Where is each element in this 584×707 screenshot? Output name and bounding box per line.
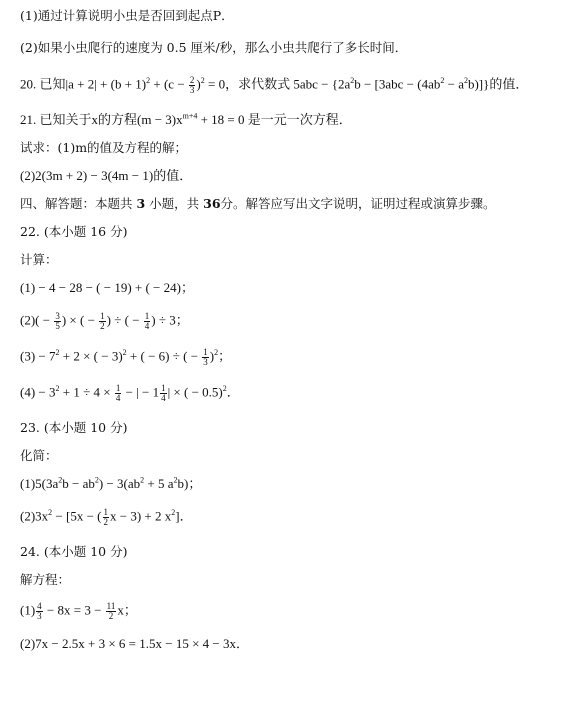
fraction-three-fifths: $\frac{3}{5}$ bbox=[55, 311, 60, 331]
fraction-two-thirds: $\frac{2}{3}$ bbox=[189, 75, 195, 95]
q24-heading: 24. (本小题 10 分) bbox=[20, 544, 128, 559]
fraction-one-quarter-b: $\frac{1}{4}$ bbox=[115, 383, 121, 403]
q19-part2: (2)如果小虫爬行的速度为 0.5 厘米/秒，那么小虫共爬行了多长时间． bbox=[20, 40, 408, 55]
section-four-heading: 四、解答题：本题共 3 小题，共 36分。解答应写出文字说明，证明过程或演算步骤。 bbox=[20, 196, 496, 211]
q22-heading: 22. (本小题 16 分) bbox=[20, 224, 128, 239]
q21-part2: (2)2(3m + 2) − 3(4m − 1)的值． bbox=[20, 168, 193, 183]
q23-part1: $(1)5(3a^2b - ab^2) - 3(ab^2 + 5$ $a^2b$)； bbox=[20, 475, 202, 491]
fraction-one-third: $\frac{1}{3}$ bbox=[203, 347, 208, 367]
fraction-one-half-b: $\frac{1}{2}$ bbox=[103, 507, 108, 527]
fraction-eleven-halves: $\frac{11}{2}$ bbox=[106, 601, 116, 621]
q19-part1: (1)通过计算说明小虫是否回到起点P． bbox=[20, 8, 234, 23]
q23-heading: 23. (本小题 10 分) bbox=[20, 420, 128, 435]
fraction-one-half: $\frac{1}{2}$ bbox=[100, 311, 105, 331]
q20: 20. 已知$|a + 2| + (b + 1)^2 + (c$ − $\frac{2}{3}$ )$^2$ = 0，求代数式 $5abc - \{2a^2b - [3abc - (4ab^2 - a^2b)]\}$的值． bbox=[20, 75, 529, 95]
q23-instruction: 化简： bbox=[20, 448, 58, 463]
q21-part1: 试求：(1)m的值及方程的解； bbox=[20, 140, 188, 155]
fraction-four-thirds: $\frac{4}{3}$ bbox=[37, 601, 42, 621]
q22-part3: $(3) - 7^2 + 2$ × ( − 3)$^2$ + ( − 6) ÷ ( − $\frac{1}{3}$ )$^2$； bbox=[20, 347, 232, 367]
q24-instruction: 解方程： bbox=[20, 572, 71, 587]
q24-part2: (2)7x − 2.5x + 3 × 6 = 1.5x − 15 × 4 − 3x． bbox=[20, 636, 249, 651]
q21: 21. 已知关于x的方程$(m - 3)x^{m+4} + 18 = 0$ 是一元一次方程． bbox=[20, 111, 352, 127]
q23-part2: $(2)3x^2 - [5x$ − ( $\frac{1}{2}$ x − 3) + 2 $x^2$]． bbox=[20, 507, 193, 527]
q22-part4: $(4) - 3^2 + 1 \div 4$ × $\frac{1}{4}$ − | − 1 $\frac{1}{4}$ | × ( − 0.5)$^2$． bbox=[20, 383, 240, 403]
fraction-one-quarter: $\frac{1}{4}$ bbox=[144, 311, 150, 331]
q22-part2: (2)( − $\frac{3}{5}$ ) × ( − $\frac{1}{2}$ ) ÷ ( − $\frac{1}{4}$ ) ÷ 3； bbox=[20, 311, 189, 331]
fraction-one-quarter-c: $\frac{1}{4}$ bbox=[161, 383, 166, 403]
q22-instruction: 计算： bbox=[20, 252, 58, 267]
q22-part1: (1) − 4 − 28 − ( − 19) + ( − 24)； bbox=[20, 280, 194, 295]
q24-part1: (1) $\frac{4}{3}$ − 8x = 3 − $\frac{11}{2}$ x； bbox=[20, 601, 137, 621]
